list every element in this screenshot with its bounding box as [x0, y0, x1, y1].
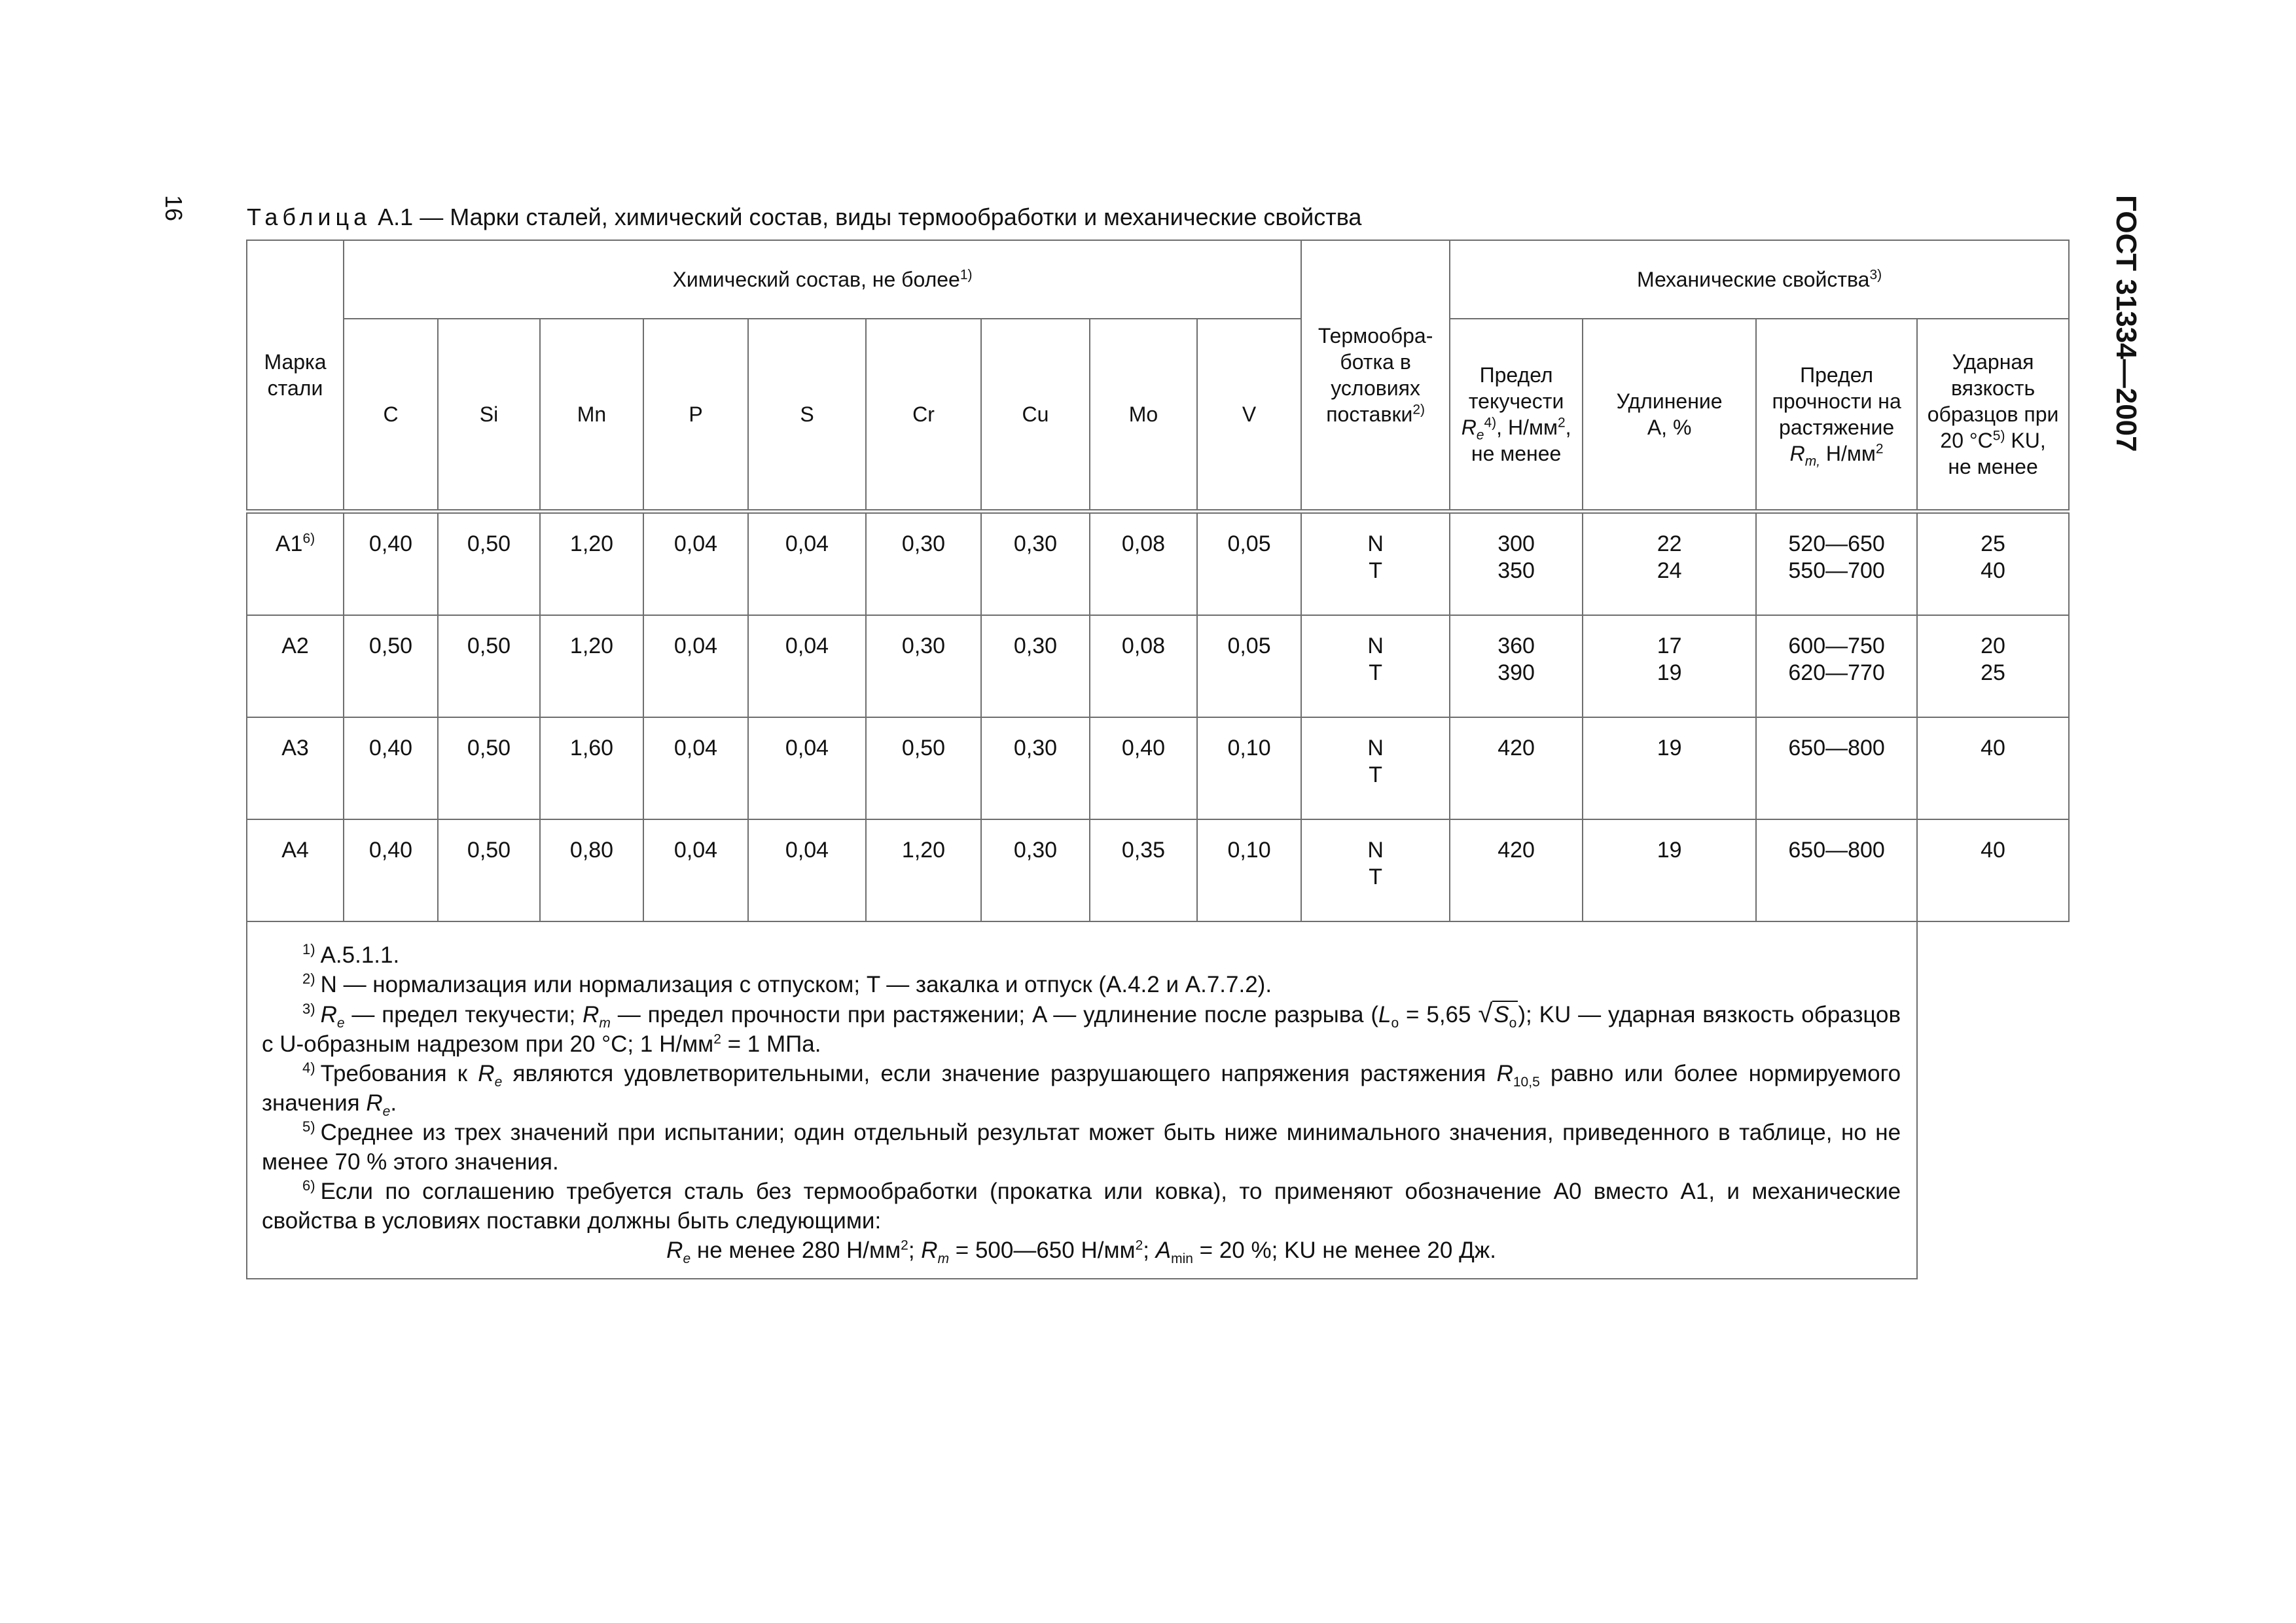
chem-mo: 0,35: [1090, 819, 1197, 921]
chem-cu: 0,30: [981, 512, 1090, 616]
header-mechanical-properties: [1450, 240, 2069, 319]
symbol-sub: o: [1509, 1016, 1517, 1031]
yield-line-4: не менее: [1471, 442, 1562, 465]
footnote-text: Требования к: [320, 1061, 478, 1086]
caption-prefix: Таблица: [247, 204, 372, 230]
heat-cell: [1301, 717, 1450, 819]
tensile-line-2: прочности на: [1772, 389, 1901, 413]
elong-value: 19: [1657, 660, 1682, 685]
yield-unit-tail: ,: [1565, 416, 1571, 439]
chem-cu: 0,30: [981, 717, 1090, 819]
elong-value: 24: [1657, 558, 1682, 583]
unit-sup: 2: [713, 1031, 721, 1047]
elong-value: 17: [1657, 633, 1682, 658]
heat-line-4-text: поставки: [1326, 402, 1413, 426]
symbol-sub: e: [683, 1251, 691, 1266]
footnote-3: [262, 999, 1901, 1059]
yield-cell: [1450, 615, 1583, 717]
heat-line-2: ботка в: [1340, 350, 1411, 374]
symbol-sub: e: [382, 1104, 391, 1119]
table-notes: [247, 921, 1917, 1279]
footnote-text: ); KU — ударная вязкость образцов с U-образным надрезом при 20 °C; 1 Н/мм: [262, 1002, 1901, 1057]
impact-value: 40: [1981, 736, 2005, 760]
header-element-mn: Mn: [540, 319, 643, 512]
chem-mn: 1,20: [540, 615, 643, 717]
chem-mo: 0,08: [1090, 615, 1197, 717]
grade-footnote: 6): [302, 531, 315, 546]
symbol-sub: 10,5: [1513, 1075, 1540, 1090]
yield-value: 350: [1498, 558, 1535, 583]
impact-line-5: не менее: [1948, 455, 2038, 478]
tensile-line-4: [1759, 440, 1914, 467]
tensile-value: 620—770: [1788, 660, 1885, 685]
chem-v: 0,05: [1197, 615, 1301, 717]
impact-cell: [1917, 512, 2069, 616]
tensile-value: 650—800: [1788, 838, 1885, 863]
notes-row: [247, 921, 2069, 1279]
elong-cell: [1583, 512, 1756, 616]
footnote-text: ;: [1143, 1238, 1156, 1263]
symbol-re: R: [366, 1090, 383, 1116]
symbol-lo: L: [1378, 1002, 1391, 1027]
chem-p: 0,04: [643, 615, 748, 717]
footnote-4: [262, 1059, 1901, 1118]
elong-line-2: A, %: [1647, 416, 1692, 439]
elong-cell: [1583, 615, 1756, 717]
unit-sup: 2: [901, 1238, 908, 1253]
yield-value: 420: [1498, 838, 1535, 863]
footnote-text: ;: [908, 1238, 922, 1263]
chem-v: 0,05: [1197, 512, 1301, 616]
chem-s: 0,04: [748, 717, 866, 819]
heat-mode: T: [1369, 660, 1382, 685]
chem-cr: 1,20: [866, 819, 981, 921]
header-elongation: [1583, 319, 1756, 512]
chem-c: 0,40: [344, 717, 438, 819]
heat-line-3: условиях: [1331, 376, 1420, 400]
symbol-sub: e: [336, 1016, 345, 1031]
tensile-cell: [1756, 717, 1917, 819]
impact-footnote: 5): [1992, 428, 2005, 444]
yield-value: 300: [1498, 531, 1535, 556]
symbol-sub: m: [937, 1251, 950, 1266]
tensile-line-3: растяжение: [1779, 416, 1895, 439]
footnote-text: — предел прочности при растяжении; A — удлинение после разрыва (: [610, 1002, 1379, 1027]
header-chemical-composition: [344, 240, 1301, 319]
mech-group-footnote: 3): [1869, 267, 1882, 283]
header-heat-treatment: [1301, 240, 1450, 512]
chem-p: 0,04: [643, 717, 748, 819]
footnote-mark: 4): [302, 1060, 315, 1077]
grade-value: А1: [275, 531, 303, 556]
chem-c: 0,50: [344, 615, 438, 717]
chem-v: 0,10: [1197, 717, 1301, 819]
symbol-rm: R: [583, 1002, 600, 1027]
chem-s: 0,04: [748, 512, 866, 616]
yield-cell: [1450, 512, 1583, 616]
header-element-c: C: [344, 319, 438, 512]
yield-cell: [1450, 819, 1583, 921]
chem-si: 0,50: [438, 615, 540, 717]
chem-v: 0,10: [1197, 819, 1301, 921]
footnote-text: = 1 МПа.: [721, 1031, 821, 1057]
heat-mode: T: [1369, 558, 1382, 583]
elong-value: 19: [1657, 736, 1682, 760]
header-tensile-strength: [1756, 319, 1917, 512]
tensile-value: 600—750: [1788, 633, 1885, 658]
heat-mode: N: [1367, 633, 1384, 658]
footnote-text: Если по соглашению требуется сталь без термообработки (прокатка или ковка), то применяют обозначение А0 вместо А1, и механические свойства в условиях поставки должны быть следующими:: [262, 1179, 1901, 1234]
elong-line-1: Удлинение: [1616, 389, 1723, 413]
grade-cell: [247, 819, 344, 921]
table-caption: [247, 203, 1361, 232]
symbol-re: R: [478, 1061, 495, 1086]
yield-value: 360: [1498, 633, 1535, 658]
footnote-6: [262, 1177, 1901, 1236]
chem-si: 0,50: [438, 512, 540, 616]
yield-cell: [1450, 717, 1583, 819]
caption-text: А.1 — Марки сталей, химический состав, виды термообработки и механические свойства: [371, 204, 1362, 230]
heat-cell: [1301, 615, 1450, 717]
chem-s: 0,04: [748, 615, 866, 717]
footnote-text: N — нормализация или нормализация с отпуском; T — закалка и отпуск (А.4.2 и А.7.7.2).: [320, 972, 1272, 997]
heat-mode: T: [1369, 865, 1382, 889]
header-grade: Марка стали: [247, 240, 344, 512]
symbol-re: R: [666, 1238, 683, 1263]
impact-cell: [1917, 615, 2069, 717]
footnote-5: [262, 1118, 1901, 1177]
header-yield-strength: [1450, 319, 1583, 512]
footnote-1: [262, 940, 1901, 970]
heat-mode: T: [1369, 762, 1382, 787]
chem-cu: 0,30: [981, 819, 1090, 921]
yield-unit: , Н/мм: [1496, 416, 1558, 439]
standard-designation: ГОСТ 31334—2007: [2110, 195, 2142, 452]
grade-cell: [247, 615, 344, 717]
footnote-2: [262, 970, 1901, 999]
impact-line-1: Ударная: [1952, 350, 2034, 374]
elong-value: 22: [1657, 531, 1682, 556]
grade-cell: [247, 512, 344, 616]
tensile-symbol-sub: m,: [1804, 454, 1821, 469]
grade-value: А2: [281, 633, 309, 658]
table-row: [247, 819, 2069, 921]
elong-cell: [1583, 819, 1756, 921]
page-number: 16: [160, 195, 187, 222]
tensile-value: 520—650: [1788, 531, 1885, 556]
symbol-so: S: [1494, 1002, 1509, 1027]
header-element-cr: Cr: [866, 319, 981, 512]
impact-value: 40: [1981, 838, 2005, 863]
impact-line-4: [1920, 427, 2066, 454]
chem-si: 0,50: [438, 819, 540, 921]
impact-value: 20: [1981, 633, 2005, 658]
tensile-symbol: R: [1789, 442, 1805, 465]
heat-cell: [1301, 819, 1450, 921]
footnote-mark: 5): [302, 1118, 315, 1135]
header-element-cu: Cu: [981, 319, 1090, 512]
symbol-re: R: [320, 1002, 337, 1027]
impact-temp: 20 °C: [1940, 429, 1993, 452]
footnote-text: .: [390, 1090, 397, 1116]
header-element-s: S: [748, 319, 866, 512]
header-element-p: P: [643, 319, 748, 512]
footnote-text: являются удовлетворительными, если значение разрушающего напряжения растяжения: [502, 1061, 1497, 1086]
impact-line-3: образцов при: [1927, 402, 2059, 426]
yield-symbol-sub: e: [1476, 427, 1484, 443]
tensile-line-1: Предел: [1800, 363, 1874, 387]
yield-footnote: 4): [1484, 415, 1497, 431]
symbol-sub: m: [599, 1016, 611, 1031]
symbol-r: R: [1496, 1061, 1513, 1086]
chem-mo: 0,08: [1090, 512, 1197, 616]
yield-symbol: R: [1461, 416, 1477, 439]
chem-mn: 1,20: [540, 512, 643, 616]
table-row: [247, 717, 2069, 819]
impact-value: 25: [1981, 531, 2005, 556]
heat-line-4: [1304, 401, 1446, 427]
footnote-text: = 500—650 Н/мм: [949, 1238, 1136, 1263]
footnote-mark: 1): [302, 941, 315, 958]
sqrt-icon: √: [1478, 999, 1493, 1028]
yield-value: 420: [1498, 736, 1535, 760]
header-element-v: V: [1197, 319, 1301, 512]
header-element-si: Si: [438, 319, 540, 512]
steel-properties-table: [246, 240, 2070, 1279]
symbol-a: A: [1155, 1238, 1172, 1263]
chem-c: 0,40: [344, 512, 438, 616]
yield-line-2: текучести: [1468, 389, 1564, 413]
footnote-text: не менее 280 Н/мм: [691, 1238, 901, 1263]
chem-p: 0,04: [643, 819, 748, 921]
footnote-text: Среднее из трех значений при испытании; один отдельный результат может быть ниже минимального значения, приведенного в таблице, но не менее 70 % этого значения.: [262, 1120, 1901, 1175]
header-impact-toughness: [1917, 319, 2069, 512]
impact-line-2: вязкость: [1950, 376, 2036, 400]
tensile-value: 650—800: [1788, 736, 1885, 760]
chem-si: 0,50: [438, 717, 540, 819]
chem-group-label: Химический состав, не более: [672, 268, 960, 291]
elong-value: 19: [1657, 838, 1682, 863]
grade-value: А3: [281, 736, 309, 760]
chem-group-footnote: 1): [960, 267, 973, 283]
chem-s: 0,04: [748, 819, 866, 921]
footnote-mark: 6): [302, 1177, 315, 1194]
footnote-text: = 5,65: [1399, 1002, 1479, 1027]
impact-value: 40: [1981, 558, 2005, 583]
tensile-cell: [1756, 512, 1917, 616]
chem-cr: 0,30: [866, 615, 981, 717]
chem-mo: 0,40: [1090, 717, 1197, 819]
heat-footnote: 2): [1412, 402, 1425, 418]
chem-cr: 0,50: [866, 717, 981, 819]
heat-mode: N: [1367, 736, 1384, 760]
tensile-unit: Н/мм: [1820, 442, 1876, 465]
table-row: [247, 512, 2069, 616]
chem-cu: 0,30: [981, 615, 1090, 717]
symbol-rm: R: [921, 1238, 938, 1263]
yield-line-3: [1453, 414, 1579, 443]
chem-cr: 0,30: [866, 512, 981, 616]
symbol-sub: o: [1391, 1016, 1399, 1031]
tensile-value: 550—700: [1788, 558, 1885, 583]
chem-c: 0,40: [344, 819, 438, 921]
yield-unit-sup: 2: [1557, 415, 1566, 431]
yield-line-1: Предел: [1479, 363, 1553, 387]
mech-group-label: Механические свойства: [1636, 268, 1870, 291]
tensile-unit-sup: 2: [1875, 441, 1884, 457]
tensile-cell: [1756, 819, 1917, 921]
heat-cell: [1301, 512, 1450, 616]
heat-mode: N: [1367, 531, 1384, 556]
symbol-sub: e: [494, 1075, 503, 1090]
elong-cell: [1583, 717, 1756, 819]
impact-value: 25: [1981, 660, 2005, 685]
footnote-text: = 20 %; KU не менее 20 Дж.: [1193, 1238, 1496, 1263]
table-row: [247, 615, 2069, 717]
chem-mn: 1,60: [540, 717, 643, 819]
impact-ku: KU,: [2005, 429, 2046, 452]
tensile-cell: [1756, 615, 1917, 717]
chem-mn: 0,80: [540, 819, 643, 921]
footnote-mark: 2): [302, 971, 315, 988]
impact-cell: [1917, 819, 2069, 921]
yield-value: 390: [1498, 660, 1535, 685]
footnote-text: А.5.1.1.: [320, 942, 400, 968]
impact-cell: [1917, 717, 2069, 819]
sqrt-argument: [1492, 1001, 1518, 1031]
unit-sup: 2: [1135, 1238, 1143, 1253]
heat-line-1: Термообра-: [1318, 324, 1433, 348]
header-element-mo: Mo: [1090, 319, 1197, 512]
chem-p: 0,04: [643, 512, 748, 616]
footnote-mark: 3): [302, 1001, 315, 1018]
grade-cell: [247, 717, 344, 819]
footnote-6-values: [262, 1236, 1901, 1265]
grade-value: А4: [281, 838, 309, 863]
symbol-sub: min: [1171, 1251, 1193, 1266]
heat-mode: N: [1367, 838, 1384, 863]
footnote-text: — предел текучести;: [344, 1002, 583, 1027]
footnote-text: равно или более нормируемого значения: [262, 1061, 1901, 1116]
